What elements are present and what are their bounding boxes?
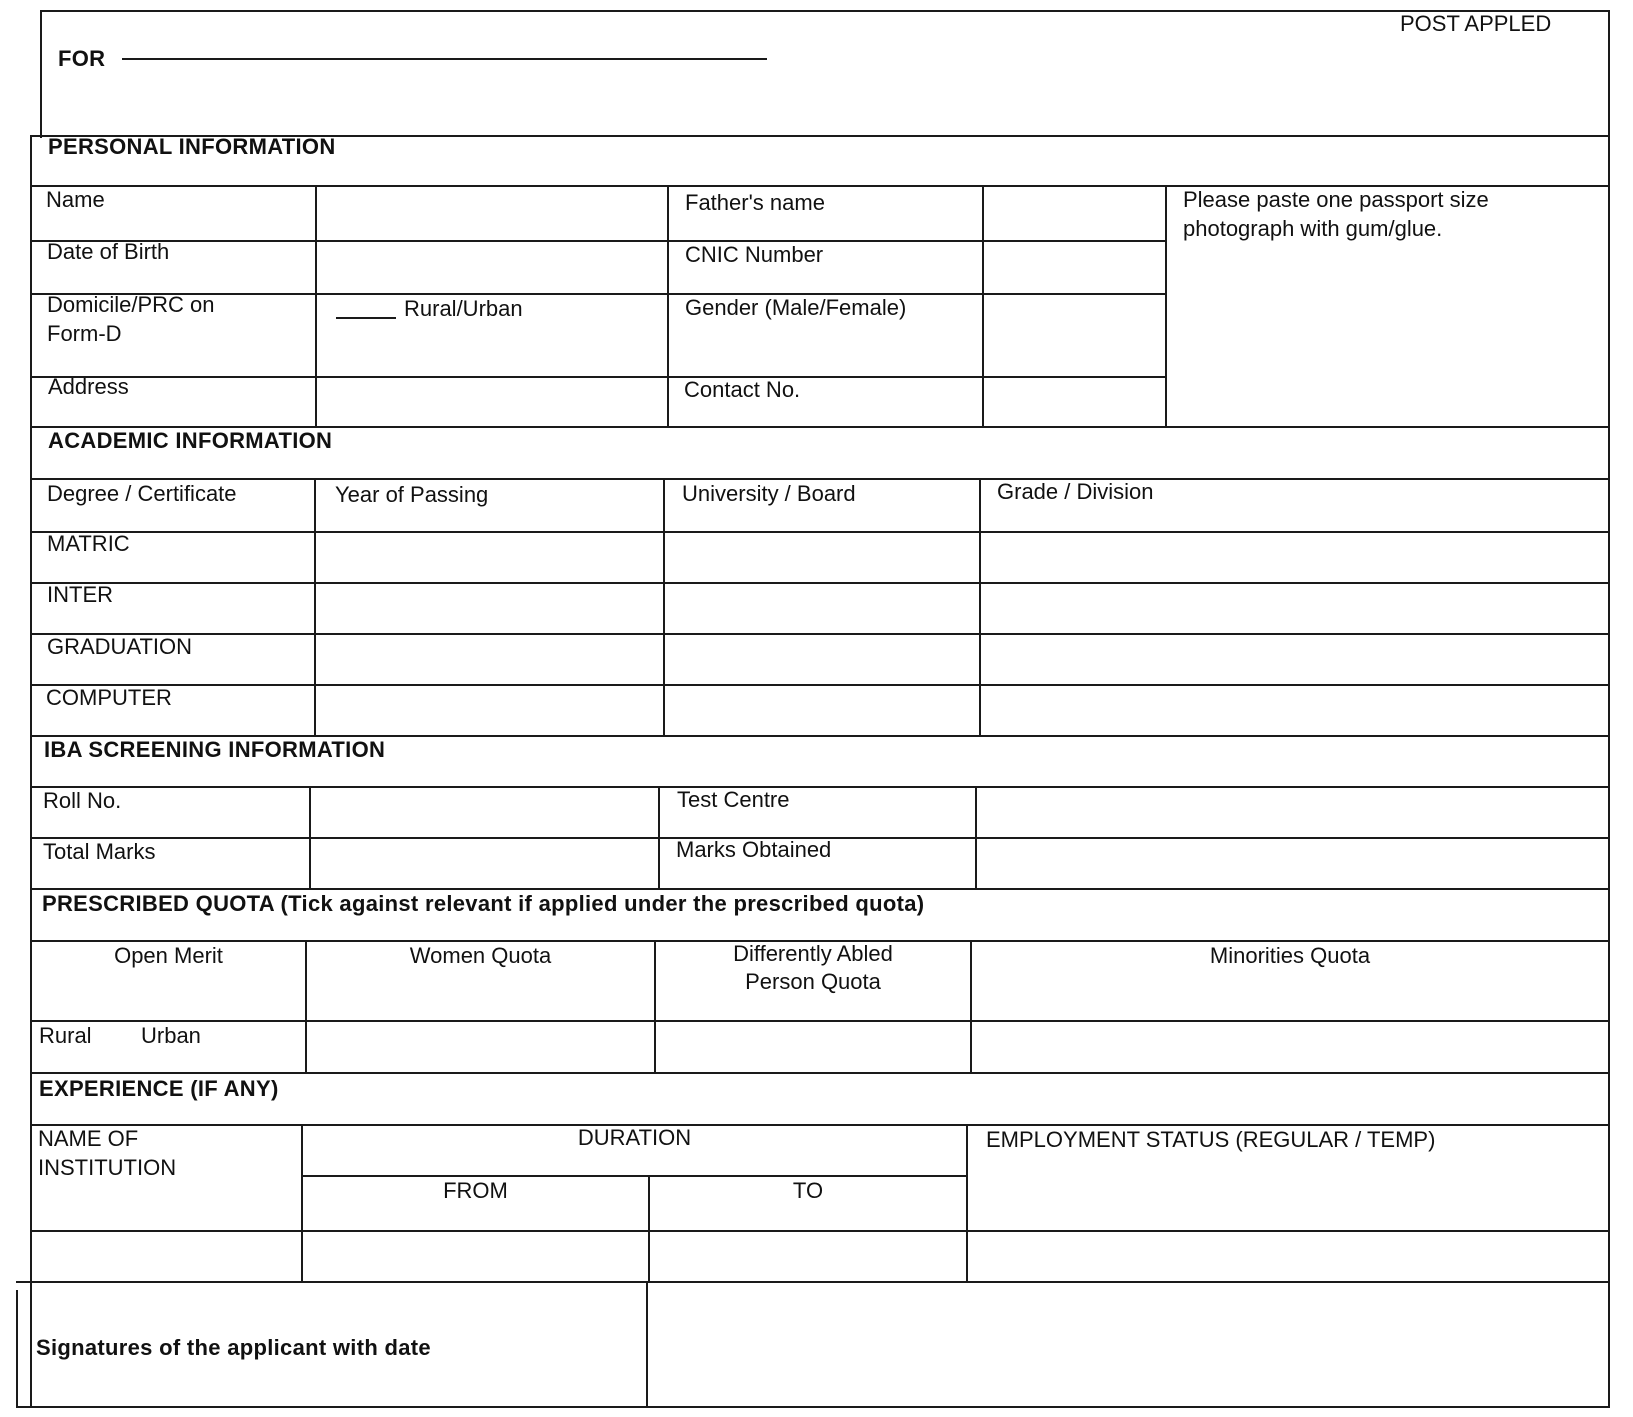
differently-abled-label-line1: Differently Abled — [733, 941, 893, 966]
bottom-border — [16, 1406, 1610, 1408]
rural-urban-label: Rural/Urban — [404, 296, 523, 321]
academic-col-2 — [663, 479, 665, 737]
photo-note-line1: Please paste one passport size — [1183, 187, 1489, 212]
academic-col-header-year: Year of Passing — [335, 482, 489, 507]
right-border — [1608, 10, 1610, 1408]
open-merit-label: Open Merit — [114, 943, 223, 968]
urban-label: Urban — [141, 1023, 201, 1048]
signature-box[interactable] — [650, 1285, 1606, 1404]
experience-col-3 — [966, 1125, 968, 1283]
left-border-top — [40, 10, 42, 138]
for-blank-line[interactable] — [122, 58, 767, 60]
duration-label: DURATION — [577, 1125, 692, 1150]
academic-row-matric: MATRIC — [47, 531, 130, 556]
iba-heading-bottom-line — [30, 786, 1610, 788]
domicile-label-line1: Domicile/PRC on — [47, 292, 215, 317]
personal-info-heading: PERSONAL INFORMATION — [48, 134, 336, 159]
personal-col-2 — [667, 186, 669, 428]
for-label: FOR — [58, 46, 106, 71]
left-border — [30, 136, 32, 1408]
academic-row-graduation: GRADUATION — [47, 634, 193, 659]
top-border — [40, 10, 1610, 12]
experience-row-line-2 — [16, 1281, 1610, 1283]
academic-info-heading: ACADEMIC INFORMATION — [48, 428, 333, 453]
dob-label: Date of Birth — [47, 239, 170, 264]
employment-status-label: EMPLOYMENT STATUS (REGULAR / TEMP) — [986, 1127, 1436, 1152]
photo-note-line2: photograph with gum/glue. — [1183, 216, 1443, 241]
differently-abled-label-line2: Person Quota — [745, 969, 881, 994]
academic-col-header-university: University / Board — [682, 481, 856, 506]
academic-row-line-4 — [30, 684, 1610, 686]
women-quota-label: Women Quota — [409, 943, 552, 968]
total-marks-label: Total Marks — [43, 839, 156, 864]
roll-no-label: Roll No. — [43, 788, 122, 813]
left-border-bottom — [16, 1290, 18, 1408]
cnic-label: CNIC Number — [685, 242, 824, 267]
personal-row-line-1 — [30, 240, 1165, 242]
photo-box[interactable] — [1168, 250, 1606, 425]
academic-col-header-degree: Degree / Certificate — [47, 481, 237, 506]
academic-row-line-2 — [30, 582, 1610, 584]
prescribed-quota-heading: PRESCRIBED QUOTA (Tick against relevant if applied under the prescribed quota) — [42, 891, 925, 916]
institution-label-line2: INSTITUTION — [38, 1155, 177, 1180]
fathers-name-label: Father's name — [685, 190, 825, 215]
academic-row-computer: COMPUTER — [46, 685, 172, 710]
experience-row-line-1 — [30, 1230, 1610, 1232]
personal-col-1 — [315, 186, 317, 428]
experience-heading: EXPERIENCE (IF ANY) — [39, 1076, 279, 1101]
academic-row-line-3 — [30, 633, 1610, 635]
personal-col-4 — [1165, 186, 1167, 428]
post-applied-label: POST APPLED — [1400, 11, 1552, 36]
domicile-label-line2: Form-D — [47, 321, 122, 346]
marks-obtained-label: Marks Obtained — [676, 837, 832, 862]
signature-col-divider — [646, 1282, 648, 1407]
institution-label-line1: NAME OF — [38, 1126, 139, 1151]
contact-label: Contact No. — [684, 377, 801, 402]
name-label: Name — [46, 187, 105, 212]
personal-row-line-3 — [30, 376, 1165, 378]
test-centre-label: Test Centre — [677, 787, 790, 812]
personal-col-3 — [982, 186, 984, 428]
domicile-blank-line[interactable] — [336, 317, 396, 319]
quota-row-line-1 — [30, 1020, 1610, 1022]
from-label: FROM — [443, 1178, 508, 1203]
rural-label: Rural — [39, 1023, 92, 1048]
experience-heading-top-line — [30, 1072, 1610, 1074]
iba-screening-heading: IBA SCREENING INFORMATION — [44, 737, 386, 762]
academic-col-1 — [314, 479, 316, 737]
academic-row-line-1 — [30, 531, 1610, 533]
minorities-quota-label: Minorities Quota — [1209, 943, 1371, 968]
academic-col-header-grade: Grade / Division — [997, 479, 1154, 504]
gender-label: Gender (Male/Female) — [685, 295, 907, 320]
signature-label: Signatures of the applicant with date — [36, 1335, 431, 1360]
to-label: TO — [792, 1178, 824, 1203]
academic-col-3 — [979, 479, 981, 737]
academic-row-inter: INTER — [47, 582, 113, 607]
address-label: Address — [48, 374, 129, 399]
